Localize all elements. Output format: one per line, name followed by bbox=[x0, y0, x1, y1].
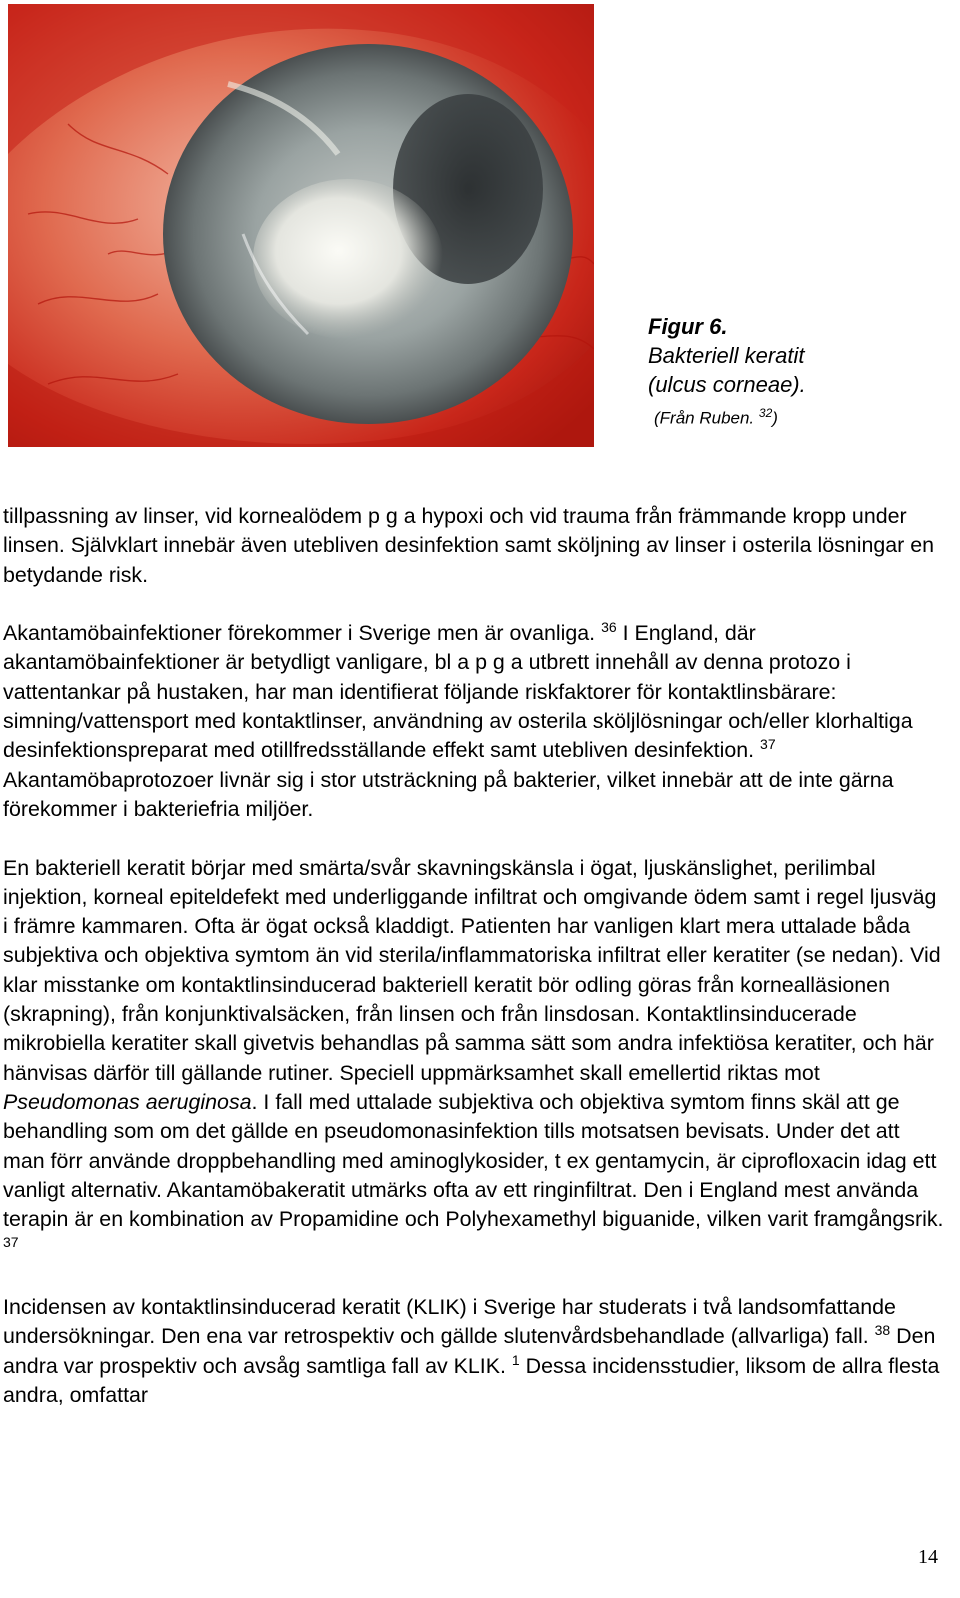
reference-36: 36 bbox=[601, 619, 617, 636]
figure-title-line1: Bakteriell keratit bbox=[648, 343, 805, 368]
figure-caption bbox=[648, 312, 938, 433]
paragraph-4-text-c: Dessa incidensstudier, liksom de allra flesta andra, omfattar bbox=[3, 1353, 940, 1407]
paragraph-2-text-a: Akantamöbainfektioner förekommer i Sverige men är ovanliga. bbox=[3, 621, 596, 646]
paragraph-4-text-b: Den andra var prospektiv och avsåg samtliga fall av KLIK. bbox=[3, 1324, 936, 1378]
body-text bbox=[3, 502, 947, 1410]
eye-photograph bbox=[8, 4, 594, 447]
paragraph-3-text-b: . I fall med uttalade subjektiva och objektiva symtom finns skäl att ge behandling som om det gällde en pseudomonasinfektion tills motsatsen bevisats. Under det att man förr använde droppbehandling med aminoglykosider, t ex gentamycin, är ciprofloxacin idag ett vanligt alternativ. Akantamöbakeratit utmärks ofta av ett ringinfiltrat. Den i England mest använda terapin är en kombination av Propamidine och Polyhexamethyl biguanide, vilken varit framgångsrik. bbox=[3, 1089, 944, 1232]
figure-source-text: (Från Ruben. bbox=[654, 408, 755, 428]
corneal-ulcer bbox=[253, 179, 443, 339]
reference-37: 37 bbox=[760, 736, 776, 753]
species-name: Pseudomonas aeruginosa bbox=[3, 1089, 252, 1114]
figure-source-ref: 32 bbox=[758, 406, 773, 420]
reference-37b: 37 bbox=[3, 1234, 19, 1251]
figure-label: Figur 6. bbox=[648, 314, 728, 339]
paragraph-2-text-b: I England, där akantamöbainfektioner är betydligt vanligare, bl a p g a utbrett innehåll av denna protozo i vattentankar på hustaken, har man identifierat följande riskfaktorer för kontaktlinsbärare: simning/vattensport med kontaktlinser, användning av osterila sköljlösningar och/eller klorhaltiga desinfektionspreparat med otillfredsställande effekt samt utebliven desinfektion. bbox=[3, 621, 913, 763]
paragraph-1: tillpassning av linser, vid kornealödem p g a hypoxi och vid trauma från främmande kropp under linsen. Självklart innebär även utebliven desinfektion samt sköljning av linser i osterila lösningar en betydande risk. bbox=[3, 504, 934, 587]
page-number: 14 bbox=[918, 1546, 938, 1568]
paragraph-3 bbox=[3, 854, 947, 1264]
paragraph-4-text-a: Incidensen av kontaktlinsinducerad keratit (KLIK) i Sverige har studerats i två landsomfattande undersökningar. Den ena var retrospektiv och gällde slutenvårdsbehandlade (allvarliga) fall. bbox=[3, 1295, 896, 1349]
paragraph-2 bbox=[3, 619, 947, 824]
figure-source bbox=[648, 399, 938, 433]
paragraph-3-text-a: En bakteriell keratit börjar med smärta/svår skavningskänsla i ögat, ljuskänslighet, perilimbal injektion, korneal epiteldefekt med underliggande infiltrat och omgivande ödem samt i regel ljusväg i främre kammaren. Ofta är ögat också kladdigt. Patienten har vanligen klart mera uttalade båda subjektiva och objektiva symtom än vid sterila/inflammatoriska infiltrat eller keratiter (se nedan). Vid klar misstanke om kontaktlinsinducerad bakteriell keratit bör odling göras från kornealläsionen (skrapning), från konjunktivalsäcken, från linsen och från linsdosan. Kontaktlinsinducerade mikrobiella keratiter skall givetvis behandlas på samma sätt som andra infektiösa keratiter, och här hänvisas därför till gällande rutiner. Speciell uppmärksamhet skall emellertid riktas mot bbox=[3, 855, 941, 1085]
reference-1: 1 bbox=[511, 1351, 520, 1368]
figure-title-line2: (ulcus corneae). bbox=[648, 372, 806, 397]
reference-38: 38 bbox=[874, 1322, 891, 1339]
paragraph-4 bbox=[3, 1293, 947, 1410]
figure-source-close: ) bbox=[772, 408, 778, 428]
paragraph-2-text-c: Akantamöbaprotozoer livnär sig i stor utsträckning på bakterier, vilket innebär att de inte gärna förekommer i bakteriefria miljöer. bbox=[3, 767, 894, 821]
